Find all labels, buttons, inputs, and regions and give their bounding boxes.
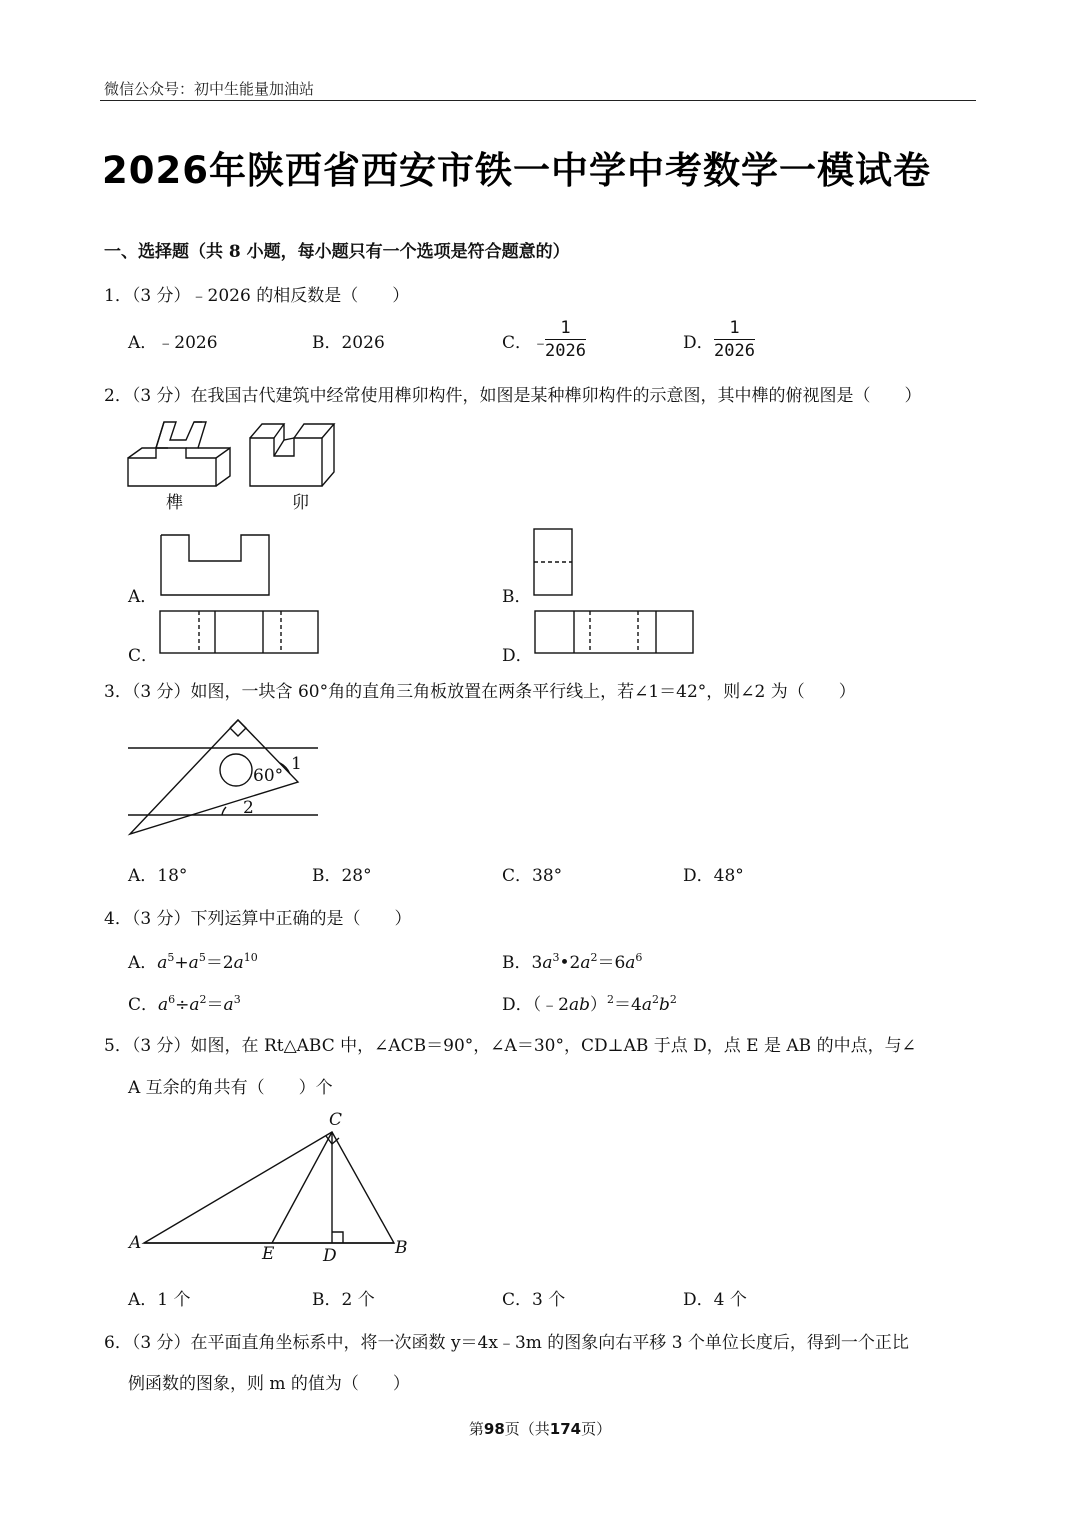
triangle-parallel-lines-figure (128, 716, 328, 842)
q1-option-d-fraction (714, 318, 755, 361)
q1-option-a: A．﹣2026 (128, 333, 218, 353)
footer-suffix: 页） (581, 1420, 612, 1438)
q4-option-a: A．$a^5+a^5=2a^{10}$ (128, 951, 258, 973)
q5-option-d: D．4 个 (683, 1290, 747, 1310)
footer-total-pages: 174 (549, 1420, 582, 1438)
q4-a-label: A． (128, 953, 158, 973)
q2-option-a-figure (159, 533, 271, 597)
q1-c-denominator: 2026 (545, 341, 586, 361)
q2-option-b-label: B． (502, 587, 532, 607)
section-heading: 一、选择题（共 8 小题，每小题只有一个选项是符合题意的） (104, 242, 570, 262)
question-2-stem: 2．（3 分）在我国古代建筑中经常使用榫卯构件，如图是某种榫卯构件的示意图，其中榫的俯视图是（ ） (104, 386, 922, 406)
mortise-tenon-figure (124, 420, 364, 500)
q1-option-c-label: C． (502, 333, 533, 353)
q3-option-a: A．18° (128, 866, 188, 886)
q3-option-b: B．28° (312, 866, 372, 886)
fig5-point-a: A (129, 1233, 142, 1253)
mortise-figure (250, 424, 334, 486)
fig3-angle-60: 60° (253, 766, 284, 786)
header-divider (100, 100, 976, 101)
q5-option-b: B．2 个 (312, 1290, 375, 1310)
footer-page-number: 98 (483, 1420, 505, 1438)
q1-option-c-sign: ﹣ (532, 333, 549, 353)
q4-option-b: B．$3a^3•2a^2=6a^6$ (502, 951, 643, 973)
q2-option-c-label: C． (128, 646, 159, 666)
q4-b-label: B． (502, 953, 532, 973)
q2-option-b-figure (533, 528, 575, 598)
q2-option-a-label: A． (128, 587, 158, 607)
fig3-angle-2: 2 (243, 798, 254, 818)
question-6-stem-line1: 6．（3 分）在平面直角坐标系中，将一次函数 y＝4x﹣3m 的图象向右平移 3 个单位长度后，得到一个正比 (104, 1333, 909, 1353)
page-title: 2026年陕西省西安市铁一中学中考数学一模试卷 (102, 149, 931, 192)
fig5-point-c: C (329, 1110, 343, 1130)
q4-c-label: C． (128, 995, 159, 1015)
q1-option-d-label: D． (683, 333, 714, 353)
fig5-point-d: D (323, 1246, 337, 1266)
page-footer (0, 1418, 1080, 1439)
q3-option-d: D．48° (683, 866, 744, 886)
q5-option-a: A．1 个 (128, 1290, 191, 1310)
question-6-stem-line2: 例函数的图象，则 m 的值为（ ） (128, 1374, 410, 1394)
label-mao: 卯 (292, 493, 309, 513)
question-5-stem-line2: A 互余的角共有（ ）个 (128, 1078, 333, 1098)
q4-option-c: C．$a^6\div a^2=a^3$ (128, 993, 241, 1015)
q1-d-numerator: 1 (714, 318, 755, 340)
q2-option-d-figure (534, 610, 696, 656)
question-3-stem: 3．（3 分）如图，一块含 60°角的直角三角板放置在两条平行线上，若∠1＝42°，则∠2 为（ ） (104, 682, 856, 702)
fig3-angle-1: 1 (291, 754, 302, 774)
fig5-point-b: B (395, 1238, 408, 1258)
fig5-point-e: E (262, 1244, 275, 1264)
footer-mid: 页（共 (504, 1420, 550, 1438)
question-5-stem-line1: 5．（3 分）如图，在 Rt△ABC 中，∠ACB＝90°，∠A＝30°，CD⊥AB 于点 D，点 E 是 AB 的中点，与∠ (104, 1036, 916, 1056)
q2-option-c-figure (159, 610, 321, 656)
question-1-stem: 1．（3 分）﹣2026 的相反数是（ ） (104, 286, 410, 306)
header-source: 微信公众号：初中生能量加油站 (104, 80, 315, 98)
q1-c-numerator: 1 (545, 318, 586, 340)
q5-option-c: C．3 个 (502, 1290, 566, 1310)
q3-option-c: C．38° (502, 866, 563, 886)
q4-d-label: D． (502, 995, 533, 1015)
question-4-stem: 4．（3 分）下列运算中正确的是（ ） (104, 909, 412, 929)
right-triangle-abc-figure (140, 1124, 430, 1264)
tenon-figure (128, 422, 230, 486)
q1-option-b: B．2026 (312, 333, 385, 353)
q2-option-d-label: D． (502, 646, 533, 666)
q1-d-denominator: 2026 (714, 341, 755, 361)
label-sun: 榫 (166, 493, 183, 513)
q4-option-d: D．$(﹣2ab)^2=4a^2b^2$ (502, 993, 677, 1015)
q1-option-c-fraction (545, 318, 586, 361)
footer-prefix: 第 (468, 1420, 484, 1438)
